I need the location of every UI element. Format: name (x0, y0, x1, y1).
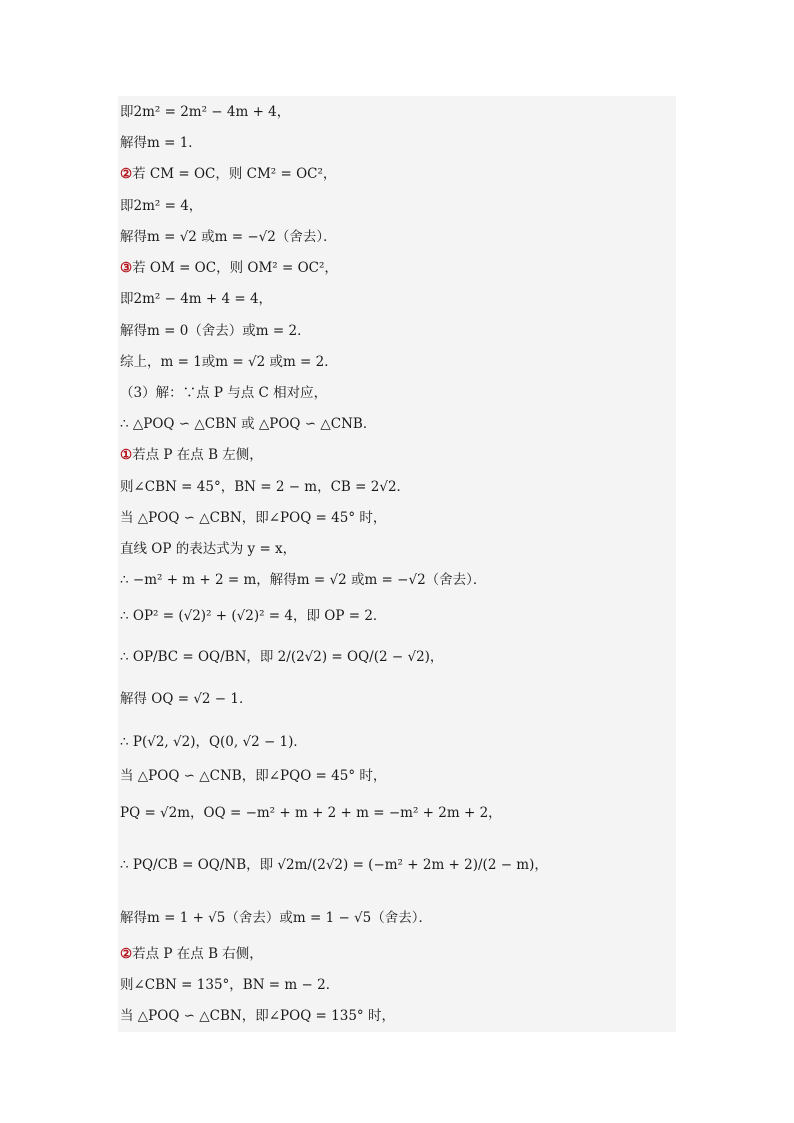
solution-line: 解得 OQ = √2 − 1． (120, 691, 253, 707)
solution-line: 解得m = √2 或m = −√2（舍去）． (120, 229, 337, 245)
solution-line: ∴ P(√2, √2)，Q(0, √2 − 1)． (120, 734, 307, 750)
solution-line: 即2m² = 2m² − 4m + 4， (120, 104, 291, 120)
solution-line: 解得m = 1． (120, 135, 202, 151)
solution-line: ②若 CM = OC，则 CM² = OC²， (120, 166, 337, 182)
solution-line: 则∠CBN = 45°，BN = 2 − m，CB = 2√2． (120, 479, 411, 495)
solution-line: 即2m² = 4， (120, 198, 203, 214)
solution-line: 当 △POQ ∽ △CNB，即∠PQO = 45° 时， (120, 768, 387, 784)
solution-line: （3）解：∵点 P 与点 C 相对应， (120, 385, 328, 401)
circled-number-2: ② (120, 946, 133, 962)
solution-line: 解得m = 1 + √5（舍去）或m = 1 − √5（舍去）． (120, 910, 432, 926)
solution-line: ③若 OM = OC，则 OM² = OC²， (120, 260, 338, 276)
circled-number-3: ③ (120, 260, 133, 276)
circled-number-2: ② (120, 166, 133, 182)
solution-line: ∴ △POQ ∽ △CBN 或 △POQ ∽ △CNB． (120, 416, 377, 432)
solution-line: ∴ −m² + m + 2 = m，解得m = √2 或m = −√2（舍去）． (120, 572, 487, 588)
solution-line: ∴ PQ/CB = OQ/NB，即 √2m/(2√2) = (−m² + 2m + 2)/(2 − m)， (120, 857, 548, 873)
solution-line: 当 △POQ ∽ △CBN，即∠POQ = 45° 时， (120, 510, 387, 526)
solution-line: 当 △POQ ∽ △CBN，即∠POQ = 135° 时， (120, 1008, 395, 1024)
solution-line: 则∠CBN = 135°，BN = m − 2． (120, 977, 340, 993)
solution-line: ②若点 P 在点 B 右侧， (120, 946, 263, 962)
solution-line: 综上，m = 1或m = √2 或m = 2． (120, 354, 338, 370)
solution-line: 直线 OP 的表达式为 y = x， (120, 541, 297, 557)
solution-line: PQ = √2m，OQ = −m² + m + 2 + m = −m² + 2m + 2， (120, 805, 502, 821)
solution-line: ∴ OP/BC = OQ/BN，即 2/(2√2) = OQ/(2 − √2)， (120, 649, 444, 665)
solution-line: ∴ OP² = (√2)² + (√2)² = 4，即 OP = 2． (120, 608, 387, 624)
solution-line: ①若点 P 在点 B 左侧， (120, 447, 263, 463)
circled-number-1: ① (120, 447, 133, 463)
solution-line: 即2m² − 4m + 4 = 4， (120, 291, 273, 307)
solution-line: 解得m = 0（舍去）或m = 2． (120, 323, 311, 339)
